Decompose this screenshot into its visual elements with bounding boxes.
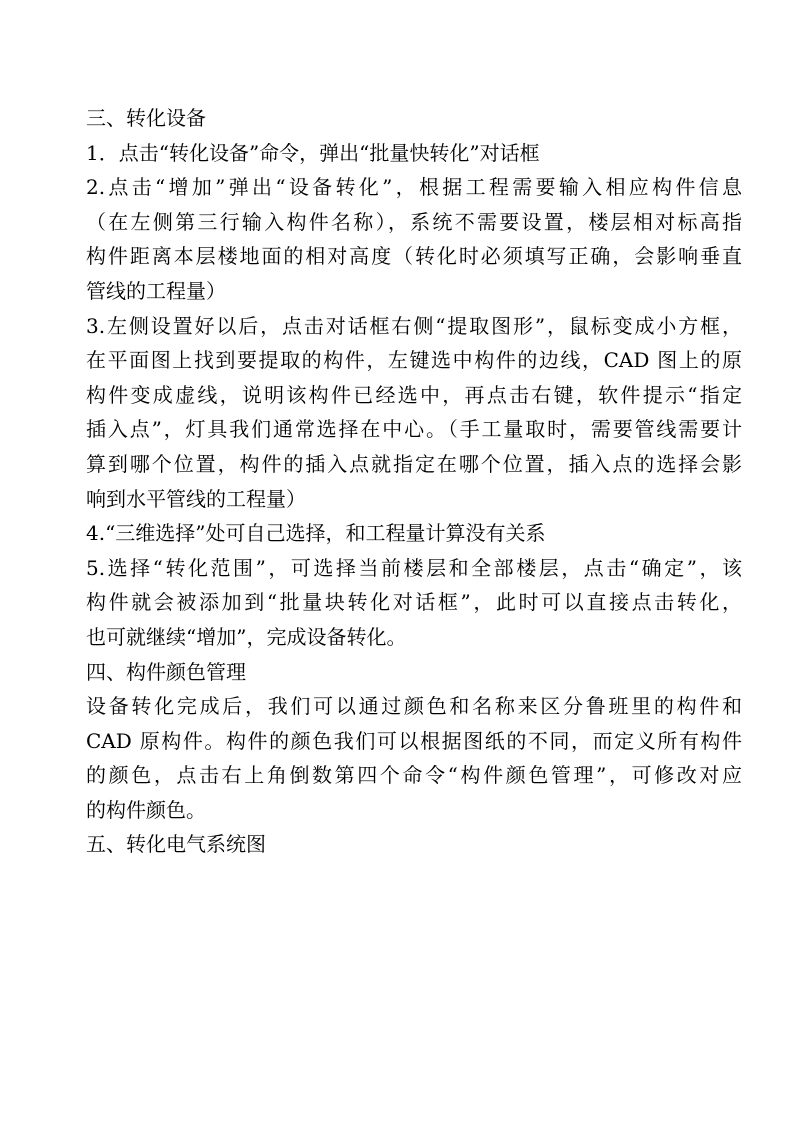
paragraph-line: 响到水平管线的工程量） [86, 486, 306, 511]
paragraph-line: 1．点击“转化设备”命令，弹出“批量快转化”对话框 [86, 140, 540, 165]
section-heading-component-color: 四、构件颜色管理 [86, 659, 246, 684]
paragraph-line: 的构件颜色。 [86, 797, 206, 822]
paragraph-line: 5.选择“转化范围”，可选择当前楼层和全部楼层，点击“确定”，该 [86, 555, 742, 580]
section-heading-convert-equipment: 三、转化设备 [86, 106, 206, 130]
paragraph-line: 插入点”，灯具我们通常选择在中心。（手工量取时，需要管线需要计 [86, 417, 742, 442]
document-body [86, 101, 742, 862]
paragraph-line: 的颜色，点击右上角倒数第四个命令“构件颜色管理”，可修改对应 [86, 763, 742, 788]
paragraph-line: 设备转化完成后，我们可以通过颜色和名称来区分鲁班里的构件和 [86, 694, 742, 719]
paragraph-line: 管线的工程量） [86, 278, 226, 303]
paragraph-line: 3.左侧设置好以后，点击对话框右侧“提取图形”，鼠标变成小方框， [86, 313, 742, 338]
section-heading-electrical-diagram: 五、转化电气系统图 [86, 832, 266, 857]
paragraph-line: 构件距离本层楼地面的相对高度（转化时必须填写正确，会影响垂直 [86, 244, 742, 269]
paragraph-line: 在平面图上找到要提取的构件，左键选中构件的边线，CAD 图上的原 [86, 348, 742, 373]
paragraph-line: CAD 原构件。构件的颜色我们可以根据图纸的不同，而定义所有构件 [86, 728, 742, 753]
paragraph-line: 构件变成虚线，说明该构件已经选中，再点击右键，软件提示“指定 [86, 382, 742, 407]
paragraph-line: 算到哪个位置，构件的插入点就指定在哪个位置，插入点的选择会影 [86, 451, 742, 476]
paragraph-line: 2.点击“增加”弹出“设备转化”，根据工程需要输入相应构件信息 [86, 175, 742, 200]
paragraph-line: 构件就会被添加到“批量块转化对话框”，此时可以直接点击转化， [86, 590, 742, 615]
paragraph-line: 4.“三维选择”处可自己选择，和工程量计算没有关系 [86, 521, 546, 546]
paragraph-line: （在左侧第三行输入构件名称），系统不需要设置，楼层相对标高指 [86, 209, 742, 234]
paragraph-line: 也可就继续“增加”，完成设备转化。 [86, 624, 407, 649]
